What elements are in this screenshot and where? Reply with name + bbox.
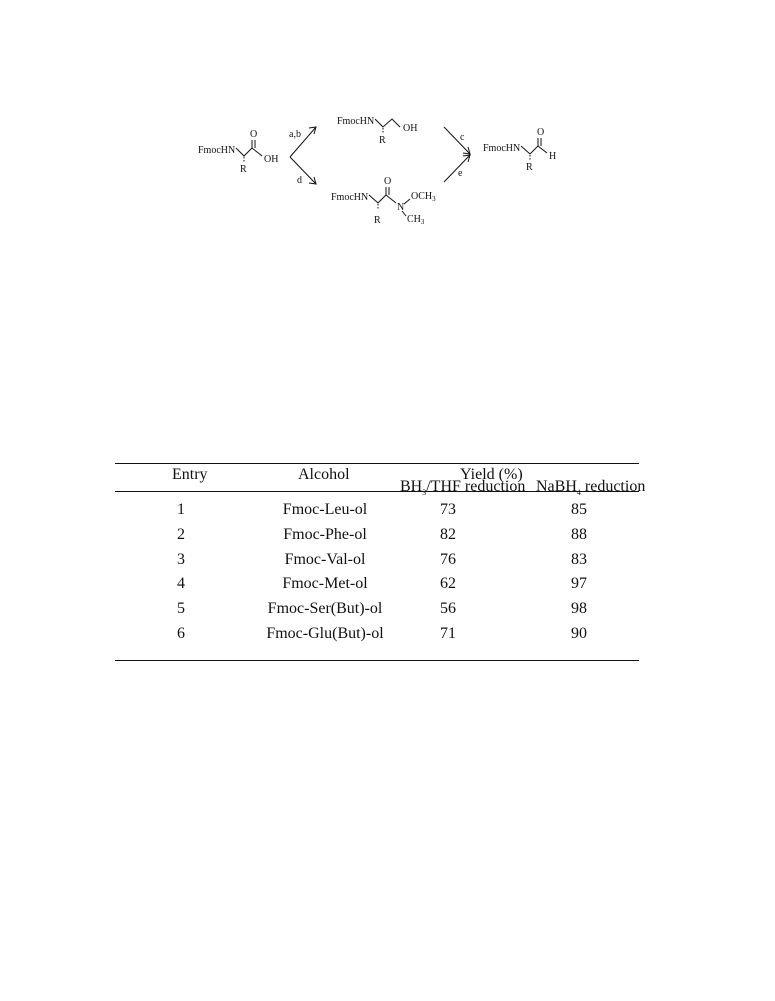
cell-bh3-yield: 71: [440, 624, 456, 642]
cell-entry: 5: [177, 600, 185, 618]
reagent-d-label: d: [297, 175, 302, 186]
alcohol-r-group: R: [379, 135, 386, 146]
cell-entry: 4: [177, 575, 185, 593]
table-row: [115, 625, 639, 650]
amide-n-o-bond: [404, 199, 410, 204]
cell-nabh4-yield: 83: [571, 550, 587, 568]
reaction-scheme: [0, 0, 775, 260]
alcohol-fmochn-label: FmocHN: [337, 116, 375, 127]
reactant-r-group: R: [240, 164, 247, 175]
table-row: [115, 551, 639, 576]
cell-bh3-yield: 73: [440, 501, 456, 518]
header-entry: Entry: [172, 466, 208, 483]
table-row: [115, 600, 639, 625]
alcohol-chain-bond: [375, 119, 400, 127]
aldehyde-fmochn-label: FmocHN: [483, 143, 521, 154]
yield-table: [115, 463, 646, 661]
cell-entry: 2: [177, 525, 185, 543]
reactant-c-oh-bond: [252, 148, 262, 156]
arrow-d: [290, 157, 316, 184]
cell-nabh4-yield: 85: [571, 501, 587, 518]
amide-methoxy: $OCH_3$: [411, 191, 436, 203]
cell-entry: 3: [177, 550, 185, 568]
header-yield: Yield (%): [460, 466, 523, 483]
cell-nabh4-yield: 88: [571, 525, 587, 543]
reactant-fmochn-label: FmocHN: [198, 145, 236, 156]
amide-r-group: R: [374, 215, 381, 226]
left-arrows: [289, 127, 316, 186]
table-body: [115, 492, 639, 660]
amide-carbonyl-o: O: [384, 176, 392, 187]
amide-backbone-bond: [369, 195, 386, 203]
aldehyde-c-h-bond: [538, 146, 547, 153]
cell-alcohol: Fmoc-Ser(But)-ol: [267, 600, 383, 618]
cell-alcohol: Fmoc-Leu-ol: [282, 501, 368, 518]
table-bottom-rule: [115, 660, 639, 661]
aldehyde-backbone-bond: [521, 146, 538, 154]
cell-bh3-yield: 62: [440, 575, 456, 593]
arrow-e: [444, 155, 470, 182]
reactant-hydroxyl: OH: [264, 154, 279, 165]
aldehyde-h: H: [549, 151, 557, 162]
cell-nabh4-yield: 97: [571, 575, 587, 593]
table-header: [115, 464, 646, 498]
aldehyde-carbonyl-o: O: [537, 127, 545, 138]
cell-nabh4-yield: 98: [571, 600, 587, 618]
table-row: [115, 526, 639, 551]
cell-alcohol: Fmoc-Glu(But)-ol: [266, 624, 384, 642]
cell-alcohol: Fmoc-Met-ol: [282, 575, 368, 593]
table-row: [115, 501, 639, 526]
alcohol-hydroxyl: OH: [403, 123, 418, 134]
cell-bh3-yield: 82: [440, 525, 456, 543]
reagent-e-label: e: [458, 168, 463, 179]
reactant-structure: [198, 129, 278, 175]
header-alcohol: Alcohol: [298, 466, 350, 483]
arrow-c: [444, 127, 470, 154]
aldehyde-structure: [483, 127, 556, 173]
alcohol-structure: [337, 116, 417, 146]
right-arrows: [444, 127, 470, 182]
reactant-carbonyl-o: O: [250, 129, 258, 140]
cell-alcohol: Fmoc-Phe-ol: [283, 525, 367, 543]
amide-methyl: $CH_3$: [407, 214, 425, 226]
amide-c-n-bond: [386, 195, 396, 203]
header-nabh4-reduction: NaBH$_4$ reduction: [536, 478, 646, 498]
amide-fmochn-label: FmocHN: [331, 192, 369, 203]
reactant-backbone-bond: [236, 148, 252, 156]
cell-nabh4-yield: 90: [571, 624, 587, 642]
reagent-ab-label: a,b: [289, 129, 301, 140]
amide-n-label: N: [397, 202, 405, 213]
cell-bh3-yield: 76: [440, 550, 456, 568]
reagent-c-label: c: [460, 132, 465, 143]
cell-bh3-yield: 56: [440, 600, 456, 618]
header-bh3-reduction: $BH_3$/THF reduction: [400, 478, 526, 498]
table-row: [115, 575, 639, 600]
cell-alcohol: Fmoc-Val-ol: [284, 550, 366, 568]
weinreb-amide-structure: [331, 176, 436, 226]
aldehyde-r-group: R: [526, 162, 533, 173]
cell-entry: 1: [177, 501, 185, 518]
cell-entry: 6: [177, 624, 185, 642]
